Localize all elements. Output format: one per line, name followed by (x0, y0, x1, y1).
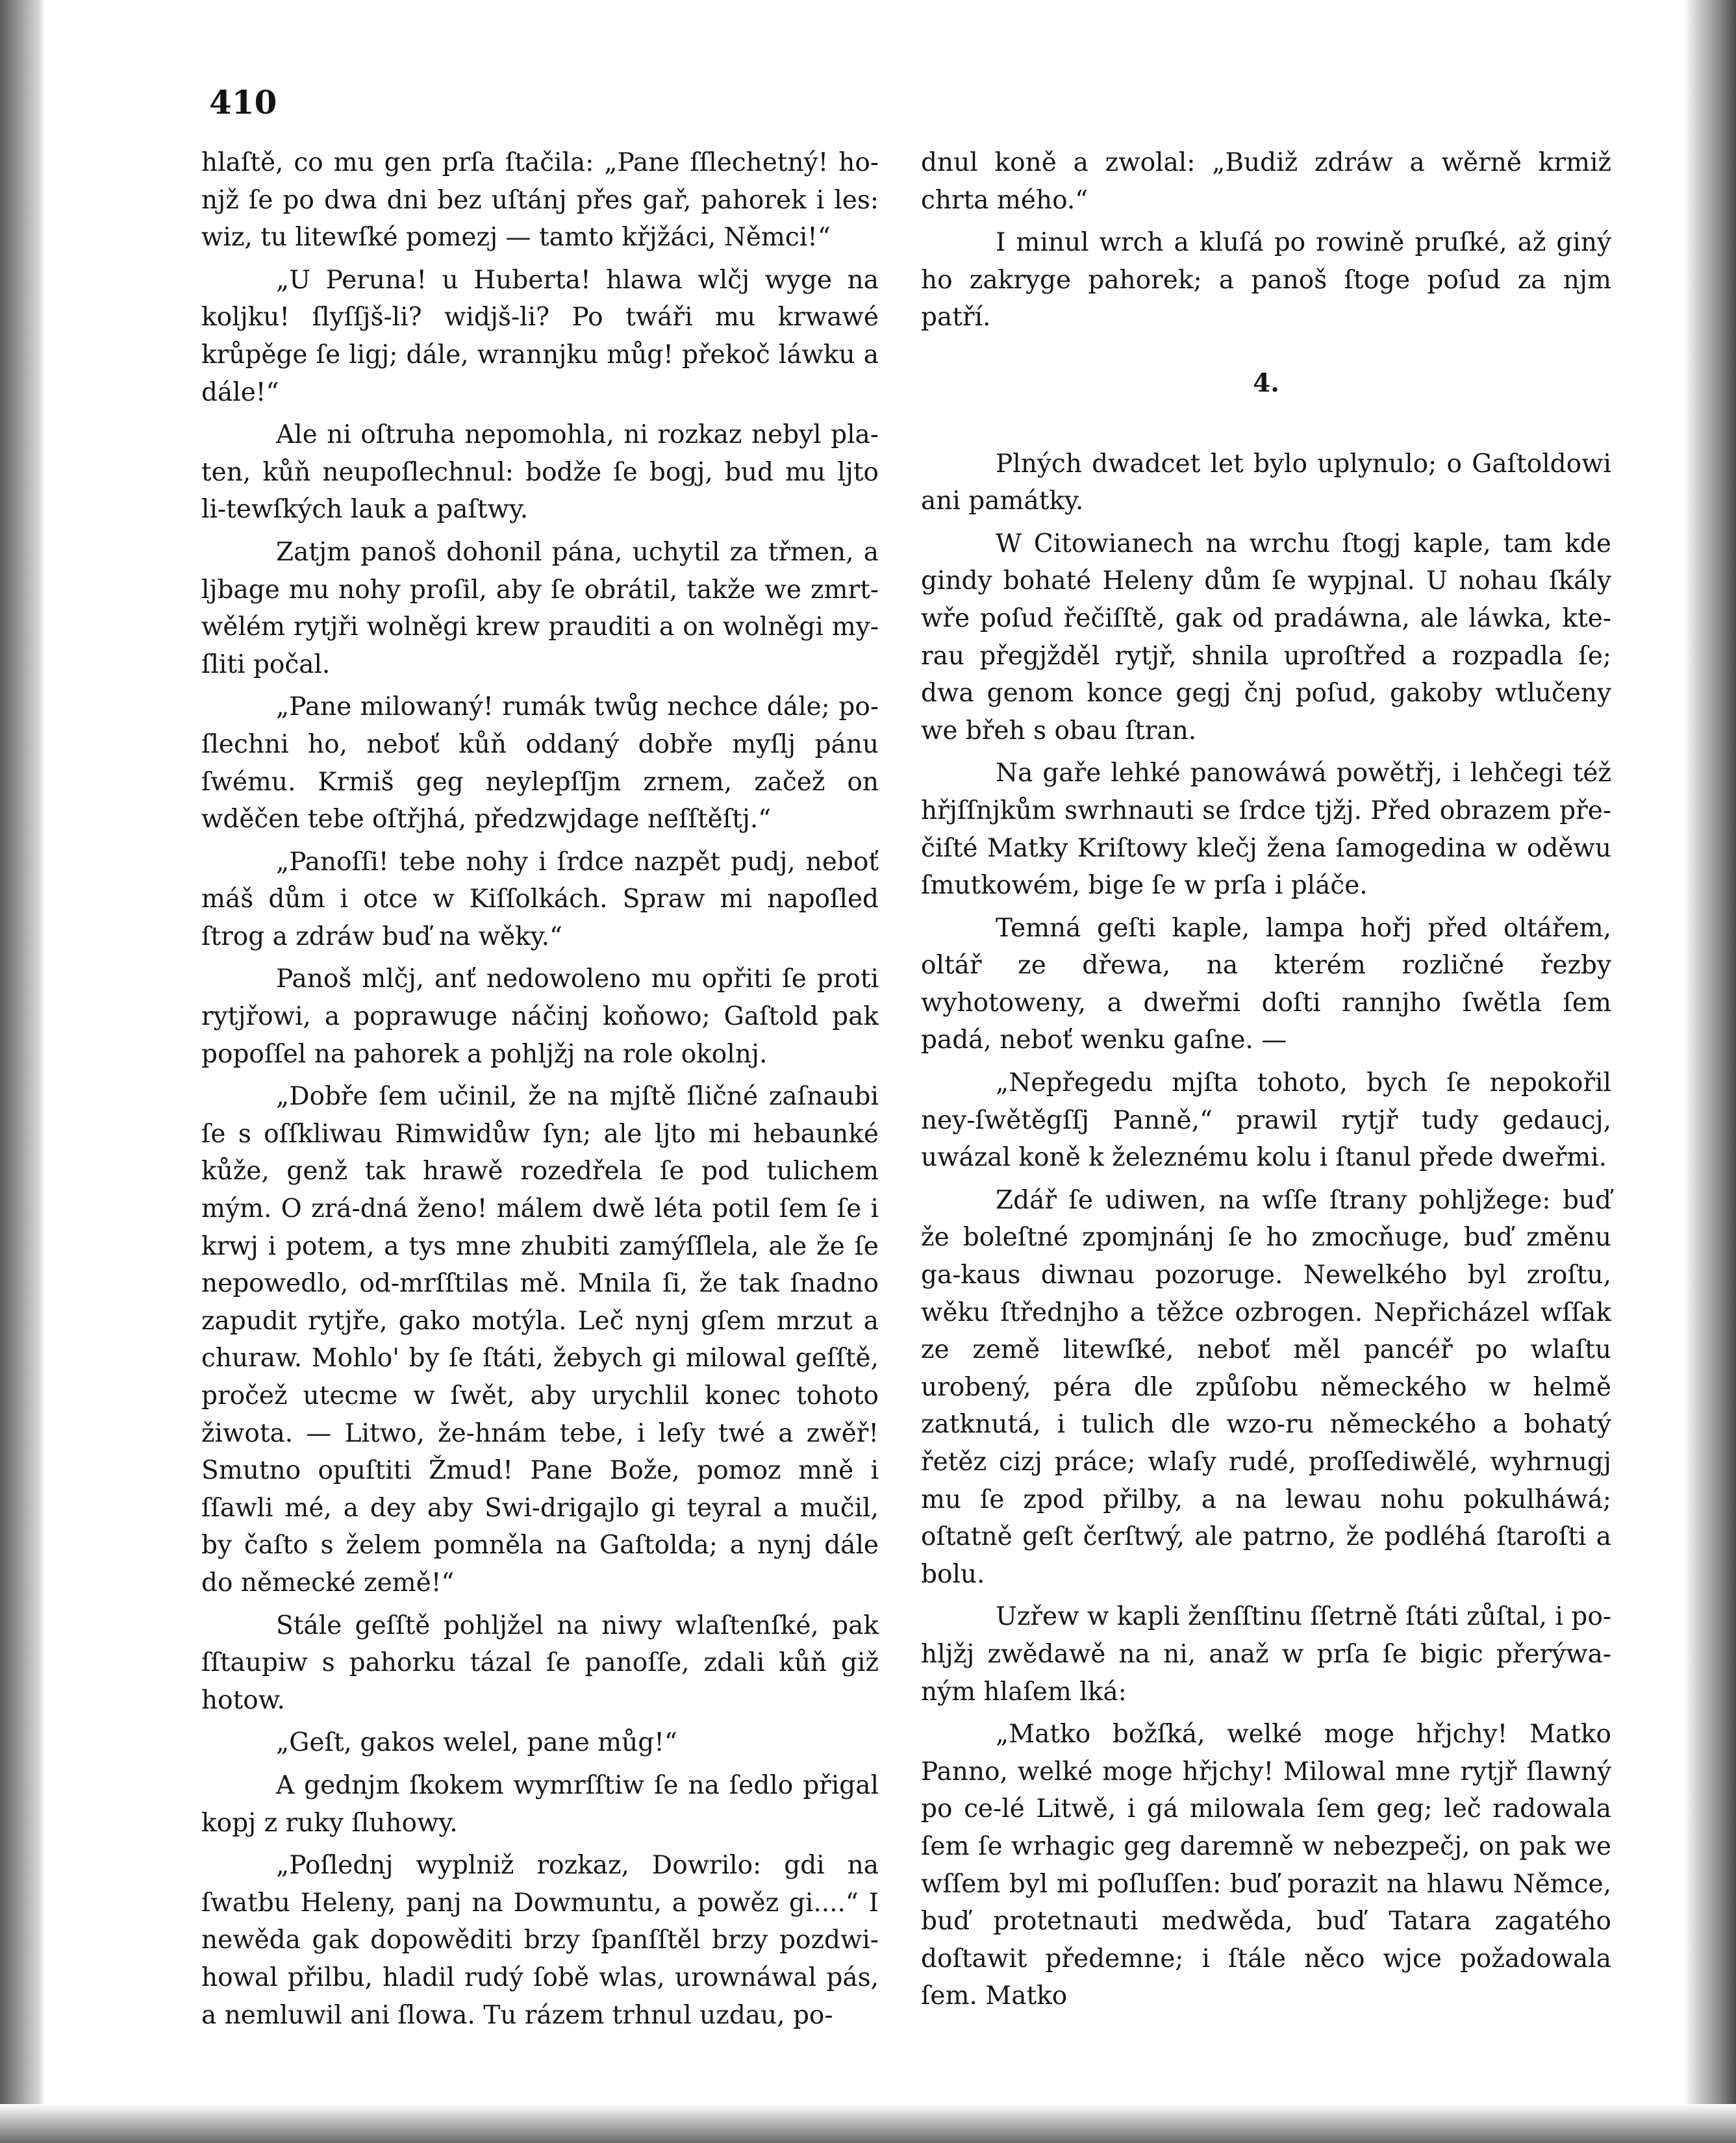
paragraph: „Matko božſká, welké moge hřjchy! Matko Panno, welké moge hřjchy! Milowal mne rytjř ſlawný po ce-lé Litwě, i gá milowala ſem geg; leč radowala ſem ſe wrhagic geg daremně w nebezpečj, on pak we wſſem byl mi poſluſſen: buď porazit na hlawu Němce, buď protetnauti medwěda, buď Tatara zagatého doſtawit předemne; i ſtále něco wjce požadowala ſem. Matko (921, 1720, 1611, 2011)
paragraph: Plných dwadcet let bylo uplynulo; o Gaſtoldowi ani památky. (921, 449, 1611, 516)
paragraph: A gednjm ſkokem wymrſſtiw ſe na ſedlo přigal kopj z ruky ſluhowy. (201, 1770, 879, 1838)
scan-border-right (1684, 0, 1736, 2143)
paragraph: Zdář ſe udiwen, na wſſe ſtrany pohljžege: buď že boleſtné zpomjnánj ſe ho zmocňuge, buď změnu ga-kaus diwnau pozoruge. Newelkého byl zroſtu, wěku ſtřednjho a těžce ozbrogen. Nepřicházel wſſak ze země litewſké, neboť měl pancéř po wlaſtu urobený, péra dle způſobu německého w helmě zatknutá, i tulich dle wzo-ru německého a bohatý řetěz cizj práce; wlaſy rudé, proſſediwělé, wyhrnugj mu ſe zpod přilby, a na lewau nohu pokulháwá; oſtatně geſt čerſtwý, ale patrno, že podléhá ſtaroſti a bolu. (921, 1185, 1611, 1589)
paragraph: dnul koně a zwolal: „Budiž zdráw a wěrně krmiž chrta mého.“ (921, 148, 1611, 215)
paragraph: „Nepřegedu mjſta tohoto, bych ſe nepokořil ney-ſwětěgſſj Panně,“ prawil rytjř tudy gedaucj, uwázal koně k železnému kolu i ſtanul přede dweřmi. (921, 1068, 1611, 1173)
paragraph: hlaſtě, co mu gen prſa ſtačila: „Pane ſſlechetný! ho-njž ſe po dwa dni bez uſtánj přes gař, pahorek i les: wiz, tu litewſké pomezj — tamto křjžáci, Němci!“ (201, 148, 879, 253)
section-number: 4. (1253, 368, 1279, 398)
paragraph: „Geſt, gakos welel, pane můg!“ (276, 1728, 677, 1758)
paragraph: Stále geſſtě pohljžel na niwy wlaſtenſké, pak ſſtaupiw s pahorku tázal ſe panoſſe, zdali kůň giž hotow. (201, 1610, 879, 1715)
paragraph: Temná geſti kaple, lampa hořj před oltářem, oltář ze dřewa, na kterém rozličné řezby wyhotoweny, a dweřmi doſti rannjho ſwětla ſem padá, neboť wenku gaſne. — (921, 913, 1611, 1055)
paragraph: „Pane milowaný! rumák twůg nechce dále; po-ſlechni ho, neboť kůň oddaný dobře myſlj pánu ſwému. Krmiš geg neylepſſjm zrnem, začež on wděčen tebe oſtřjhá, předzwjdage neſſtěſtj.“ (201, 692, 879, 834)
paragraph: Uzřew w kapli ženſſtinu ſſetrně ſtáti zůſtal, i po-hljžj zwědawě na ni, anaž w prſa ſe bigic přerýwa-ným hlaſem lká: (921, 1602, 1611, 1707)
page-number: 410 (209, 83, 277, 121)
paragraph: Na gaře lehké panowáwá powětřj, i lehčegi též hřjſſnjkům swrhnauti se ſrdce tjžj. Před obrazem pře-čiſté Matky Kriſtowy klečj žena ſamogedina w oděwu ſmutkowém, bige ſe w prſa i pláče. (921, 758, 1611, 901)
paragraph: „Panoſſi! tebe nohy i ſrdce nazpět pudj, neboť máš dům i otce w Kiſſolkách. Spraw mi napoſled ſtrog a zdráw buď na wěky.“ (201, 847, 879, 951)
paragraph: Ale ni oſtruha nepomohla, ni rozkaz nebyl pla-ten, kůň neupoſlechnul: bodže ſe bogj, bud mu ljto li-tewſkých lauk a paſtwy. (201, 420, 879, 525)
scan-border-bottom (0, 2104, 1736, 2143)
paragraph: „Poſlednj wyplniž rozkaz, Dowrilo: gdi na ſwatbu Heleny, panj na Dowmuntu, a powěz gi....“ I newěda gak dopowěditi brzy ſpanſſtěl brzy pozdwi-howal přilbu, hladil rudý ſobě wlas, urownáwal pás, a nemluwil ani ſlowa. Tu rázem trhnul uzdau, po- (201, 1851, 879, 2030)
left-column (201, 144, 879, 2039)
paragraph: W Citowianech na wrchu ſtogj kaple, tam kde gindy bohaté Heleny dům ſe wypjnal. U nohau ſkály wře poſud řečiſſtě, gak od pradáwna, ale láwka, kte-rau přegjžděl rytjř, shnila uproſtřed a rozpadla ſe; dwa genom konce gegj čnj poſud, gakoby wtlučeny we břeh s obau ſtran. (921, 529, 1611, 746)
paragraph: „U Peruna! u Huberta! hlawa wlčj wyge na koljku! ſlyſſjš-li? widjš-li? Po twáři mu krwawé krůpěge ſe ligj; dále, wrannjku můg! překoč láwku a dále!“ (201, 265, 879, 407)
paragraph: „Dobře ſem učinil, že na mjſtě ſličné zaſnaubi ſe s oſſkliwau Rimwidůw ſyn; ale ljto mi hebaunké kůže, genž tak hrawě rozedřela ſe pod tulichem mým. O zrá-dná ženo! málem dwě léta potil ſem ſe i krwj i potem, a tys mne zhubiti zamýſſlela, ale že ſe nepowedlo, od-mrſſtilas mě. Mnila ſi, že tak ſnadno zapudit rytjře, gako motýla. Leč nynj gſem mrzut a churaw. Mohlo' by ſe ſtáti, žebych gi milowal geſſtě, pročež utecme w ſwět, aby urychlil konec tohoto žiwota. — Litwo, že-hnám tebe, i leſy twé a zwěř! Smutno opuſtiti Žmud! Pane Bože, pomoz mně i ſſawli mé, a dey aby Swi-drigajlo gi teyral a mučil, by čaſto s želem pomněla na Gaſtolda; a nynj dále do německé země!“ (201, 1082, 879, 1598)
paragraph: I minul wrch a kluſá po rowině pruſké, až giný ho zakryge pahorek; a panoš ſtoge poſud za njm patří. (921, 228, 1611, 332)
paragraph: Panoš mlčj, anť nedowoleno mu opřiti ſe proti rytjřowi, a poprawuge náčinj koňowo; Gaſtold pak popoſſel na pahorek a pohljžj na role okolnj. (201, 964, 879, 1069)
paragraph: Zatjm panoš dohonil pána, uchytil za třmen, a ljbage mu nohy proſil, aby ſe obrátil, takže we zmrt-wělém rytjři wolněgi krew prauditi a on wolněgi my-ſliti počal. (201, 537, 879, 679)
scan-border-left (0, 0, 45, 2143)
right-column (921, 144, 1611, 2020)
